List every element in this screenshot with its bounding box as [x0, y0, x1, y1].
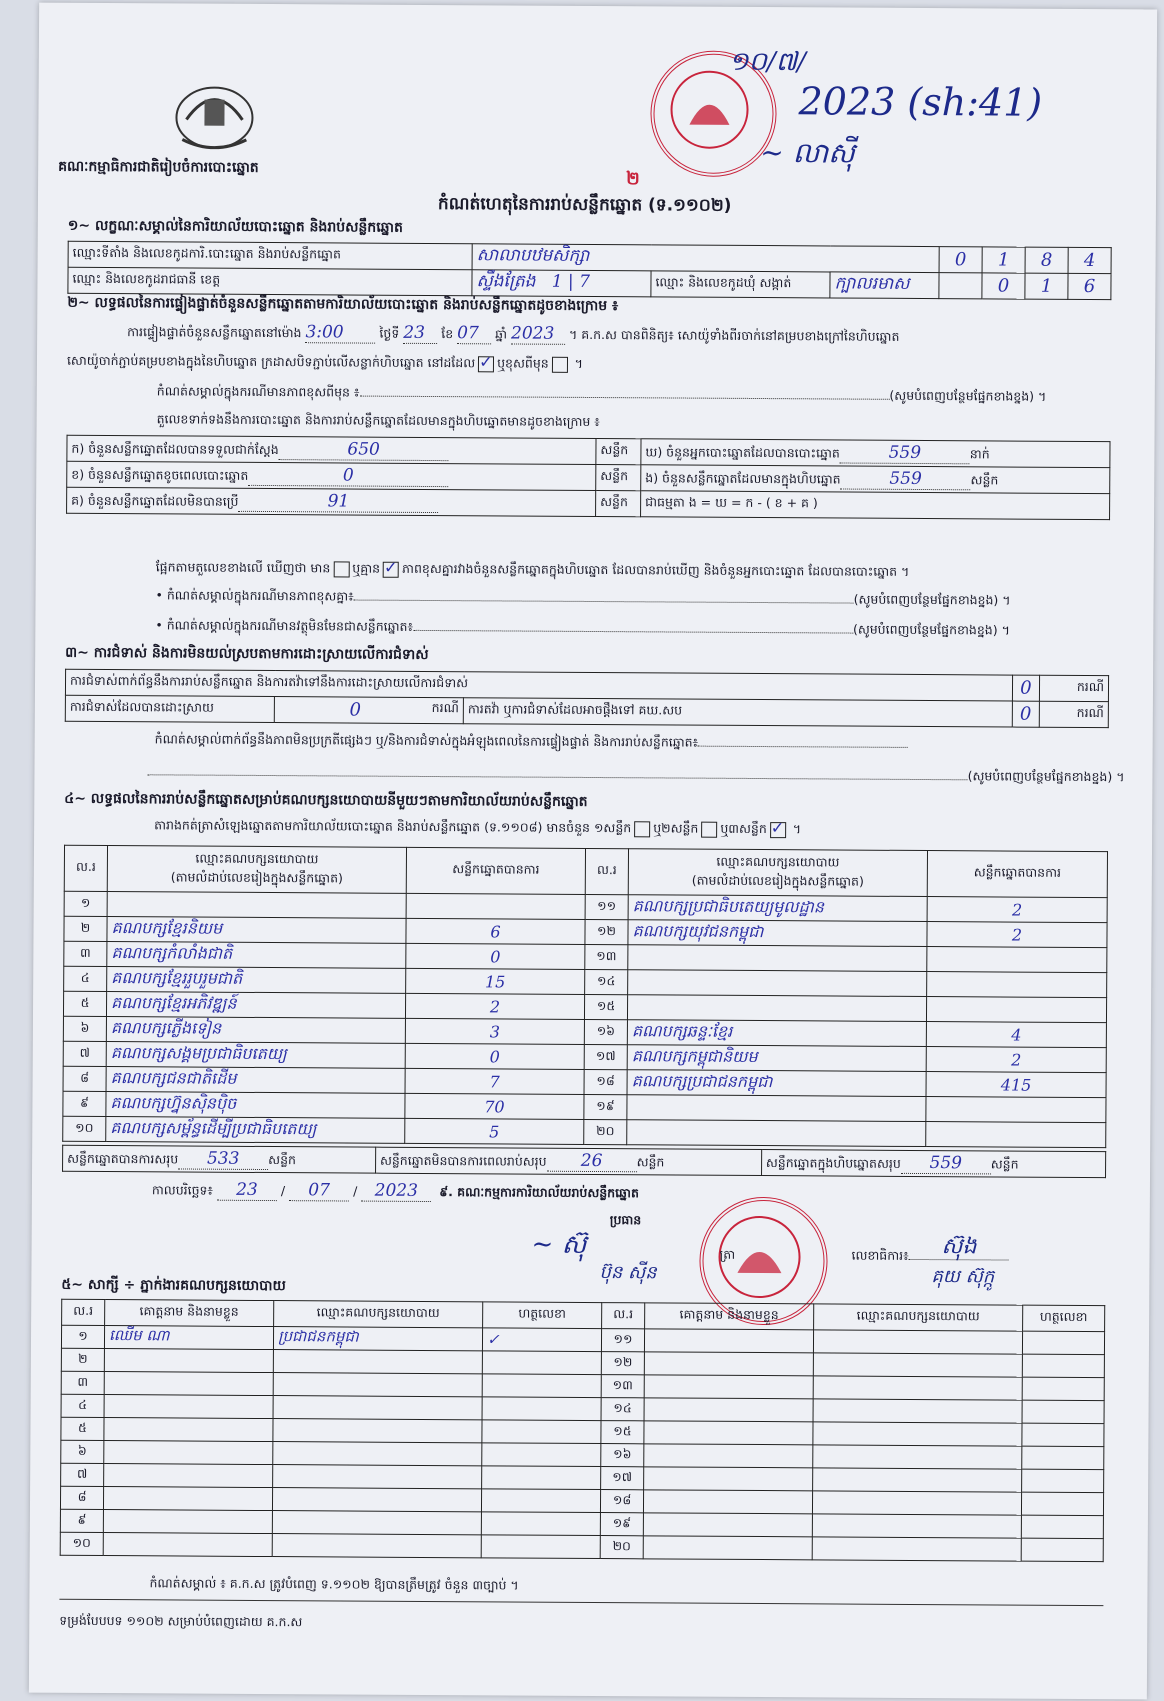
figures-intro: តួលេខទាក់ទងនឹងការបោះឆ្នោត និងការរាប់សន្លឹកឆ្នោតដែលមានក្នុងហិបឆ្នោតមានដូចខាងក្រោម ៖ — [156, 411, 600, 430]
approval-signature: ~ លាស៊ី — [760, 136, 855, 170]
location-code-digit: 0 — [939, 247, 982, 273]
party-number: ១០ — [63, 1116, 106, 1141]
org-name: គណៈកម្មាធិការជាតិរៀបចំការបោះឆ្នោត — [58, 158, 259, 176]
party-number: ២ — [64, 916, 107, 941]
commune-code-digit: 6 — [1068, 273, 1111, 299]
secretary-signature: ស៊ុង — [941, 1234, 977, 1260]
commune-code-digit: 0 — [982, 273, 1025, 299]
secretary-name: គុយ ស៊ុក្កូ — [931, 1266, 995, 1288]
handwritten-note: 2023 (sh:41) — [798, 79, 1043, 125]
witness-number: ៧ — [61, 1463, 104, 1486]
party-number: ៩ — [63, 1091, 106, 1116]
one-sheet-checkbox[interactable] — [634, 821, 650, 837]
party-number: ៤ — [64, 966, 107, 991]
witness-name: ឈើម ណា — [104, 1326, 273, 1350]
witness-number: ១៩ — [600, 1513, 643, 1536]
location-value: សាលាបឋមសិក្សា — [472, 244, 939, 273]
witness-name — [643, 1490, 812, 1514]
witness-signature — [1022, 1423, 1104, 1447]
party-number: ១៣ — [585, 944, 628, 969]
witness-name — [103, 1487, 272, 1511]
party-number: ១២ — [585, 919, 628, 944]
form-code: ទម្រង់បែបបទ ១១០២ សម្រាប់បំពេញដោយ គ.ក.ស — [59, 1612, 303, 1630]
party-name — [628, 945, 927, 972]
total-valid: សន្លឹកឆ្នោតបានការសរុប 533 សន្លឹក — [63, 1145, 376, 1173]
verify-day: 23 — [403, 323, 437, 344]
verification-line: ការផ្ទៀងផ្ទាត់ចំនួនសន្លឹកឆ្នោតនៅម៉ោង 3:00 ថ្ងៃទី 23 ខែ 07 ឆ្នាំ 2023 ។ គ.ក.ស បានពិនិត្យ៖ សោយ៉ូទាំងពីរចាក់នៅគម្របខាងក្រៅនៃហិបឆ្នោត — [127, 322, 900, 344]
party-votes: 0 — [406, 943, 585, 969]
witness-number: ២០ — [600, 1536, 643, 1559]
commune-value: ក្បាលរមាស — [830, 272, 939, 299]
party-number: ១៨ — [584, 1069, 627, 1094]
party-votes: 2 — [405, 993, 584, 1019]
witness-number: ៩ — [60, 1509, 103, 1532]
verify-month: 07 — [457, 323, 491, 344]
witness-signature — [481, 1512, 600, 1536]
party-votes: 2 — [927, 922, 1107, 948]
party-name: គណបក្សហ្វ៊ុនស៊ិនប៉ិច — [106, 1092, 405, 1119]
totals-table — [62, 1145, 1106, 1178]
party-number: ១៤ — [585, 969, 628, 994]
party-number: ១៦ — [584, 1019, 627, 1044]
nec-emblem-icon — [166, 69, 263, 156]
figure-ngo: ឃ) ចំនួនអ្នកបោះឆ្នោតដែលបានបោះឆ្នោត 559 នាក់ — [641, 439, 1110, 468]
witness-signature — [1022, 1446, 1104, 1470]
witness-party: ប្រជាជនកម្ពុជា — [273, 1327, 482, 1351]
party-votes — [926, 997, 1106, 1023]
three-sheets-checkbox[interactable] — [770, 822, 786, 838]
party-votes — [406, 893, 585, 919]
party-name — [627, 1095, 926, 1122]
witness-number: ២ — [61, 1348, 104, 1371]
province-value: ស្ទឹងត្រែង 1 | 7 — [472, 270, 651, 297]
party-name — [627, 1120, 926, 1147]
witness-number: ១៦ — [601, 1444, 644, 1467]
witness-party — [273, 1442, 482, 1466]
witness-party — [813, 1422, 1022, 1446]
witness-name — [644, 1467, 813, 1491]
formula: ជាធម្មតា ង = ឃ = ក - ( ខ + គ ) — [641, 491, 1110, 520]
red-mark: ២ — [626, 168, 640, 190]
witness-table: ល.រ គោត្តនាម និងនាមខ្លួន ឈ្មោះគណបក្សនយោបាយ ហត្ថលេខា ល.រ គោត្តនាម និងនាមខ្លួន ឈ្មោះគណបក្សនយោបាយ ហត្ថលេខា ១ ឈើម ណា ប្រជាជនកម្ពុជា ✓ ១១ ២ ១២ ៣ ១៣ ៤ ១៤ ៥ ១៥ ៦ ១៦ ៧ ១៧ ៨ ១៨ ៩ ១៩ ១០ ២០ — [60, 1299, 1106, 1562]
witness-name — [104, 1464, 273, 1488]
party-votes: 7 — [405, 1068, 584, 1094]
object-bullet: • កំណត់សម្គាល់ក្នុងករណីមានវត្ថុមិនមែនជាសន្លឹកឆ្នោត៖ (សូមបំពេញបន្ថែមផ្នែកខាងខ្នង) ។ — [155, 617, 1010, 638]
witness-number: ១៤ — [601, 1398, 644, 1421]
witness-name — [103, 1533, 272, 1557]
witness-signature — [1022, 1354, 1104, 1378]
party-number: ១៥ — [584, 994, 627, 1019]
party-votes: 15 — [406, 968, 585, 994]
witness-party — [812, 1537, 1021, 1561]
witness-number: ៦ — [61, 1440, 104, 1463]
party-votes — [927, 947, 1107, 973]
witness-signature — [482, 1351, 601, 1375]
party-votes: 2 — [927, 897, 1107, 923]
figure-kh: ខ) ចំនួនសន្លឹកឆ្នោតខូចពេលបោះឆ្នោត 0 — [67, 461, 596, 490]
seal-check-line: សោយ៉ូចាក់ភ្ជាប់គម្របខាងក្នុងនៃហិបឆ្នោត ក្រដាសបិទភ្ជាប់លើសន្លាក់ហិបឆ្នោត នៅដដែល✓ ឬខុសពីមុន ។ — [67, 353, 1127, 378]
difference-note-line: កំណត់សម្គាល់ក្នុងករណីមានភាពខុសពីមុន ៖ (សូមបំពេញបន្ថែមផ្នែកខាងខ្នង) ។ — [156, 383, 1047, 404]
party-name — [627, 995, 926, 1022]
witness-name — [643, 1536, 812, 1560]
witness-name — [104, 1441, 273, 1465]
resolved-count: 0 ករណី — [274, 697, 463, 724]
witness-number: ១១ — [601, 1329, 644, 1352]
chair-name: ប៊ុន ស៊ីន — [599, 1262, 657, 1284]
appeal-count: 0 — [1012, 701, 1039, 727]
party-number: ១ — [64, 891, 107, 916]
party-votes: 0 — [405, 1043, 584, 1069]
figures-table: ក) ចំនួនសន្លឹកឆ្នោតដែលបានទទួលជាក់ស្ដែង 650 សន្លឹក ឃ) ចំនួនអ្នកបោះឆ្នោតដែលបានបោះឆ្នោត 559 នាក់ ខ) ចំនួនសន្លឹកឆ្នោតខូចពេលបោះឆ្នោត 0 សន្លឹក ង) ចំនួនសន្លឹកឆ្នោតដែលមានក្នុងហិបឆ្នោត 559 សន្លឹក គ) ចំនួនសន្លឹកឆ្នោតដែលមិនបានប្រើ 91 សន្លឹក ជាធម្មតា ង = ឃ = ក - ( ខ + គ ) — [66, 435, 1110, 520]
witness-signature — [481, 1489, 600, 1513]
party-votes: 3 — [405, 1018, 584, 1044]
witness-party — [272, 1488, 481, 1512]
location-code-digit: 1 — [982, 247, 1025, 273]
party-number: ១១ — [585, 894, 628, 919]
witness-party — [812, 1491, 1021, 1515]
witness-party — [813, 1445, 1022, 1469]
party-name: គណបក្សខ្មែរនិយម — [107, 917, 406, 944]
party-name: គណបក្សយុវជនកម្ពុជា — [628, 920, 927, 947]
witness-party — [273, 1373, 482, 1397]
objections-table: ការជំទាស់ពាក់ព័ន្ធនឹងការរាប់សន្លឹកឆ្នោត និងការតវ៉ាទៅនឹងការដោះស្រាយលើការជំទាស់ 0 ករណី ការជំទាស់ដែលបានដោះស្រាយ 0 ករណី ការតវ៉ា ឬការជំទាស់ដែលអាចផ្ដឹងទៅ គឃ.សប 0 ករណី — [65, 669, 1109, 728]
document-page — [29, 3, 1157, 1700]
stamp-label: ត្រា — [719, 1246, 736, 1262]
witness-number: ១៨ — [600, 1490, 643, 1513]
party-number: ៧ — [63, 1041, 106, 1066]
witness-signature — [482, 1443, 601, 1467]
witness-number: ៤ — [61, 1394, 104, 1417]
figure-ng: ង) ចំនួនសន្លឹកឆ្នោតដែលមានក្នុងហិបឆ្នោត 559 សន្លឹក — [641, 465, 1110, 494]
witness-party — [813, 1330, 1022, 1354]
fill-more-note: (សូមបំពេញបន្ថែមផ្នែកខាងខ្នង) ។ — [64, 763, 1124, 788]
verify-time: 3:00 — [305, 322, 375, 343]
witness-signature — [482, 1420, 601, 1444]
witness-signature — [1021, 1538, 1103, 1562]
party-number: ៨ — [63, 1066, 106, 1091]
changed-checkbox[interactable] — [552, 356, 568, 372]
secretary-label: លេខាធិការ៖ — [851, 1248, 1008, 1268]
section2-title: ២~ លទ្ធផលនៃការផ្ទៀងផ្ទាត់ចំនួនសន្លឹកឆ្នោតតាមការិយាល័យបោះឆ្នោត និងរាប់សន្លឹកឆ្នោតដូចខាងក្រោម ៖ — [67, 294, 619, 315]
witness-party — [813, 1353, 1022, 1377]
unchanged-checkbox[interactable] — [478, 356, 494, 372]
location-code-digit: 8 — [1025, 247, 1068, 273]
party-votes — [926, 1122, 1106, 1148]
witness-signature: ✓ — [482, 1328, 601, 1352]
witness-signature — [482, 1466, 601, 1490]
party-votes: 415 — [926, 1072, 1106, 1098]
witness-party — [273, 1350, 482, 1374]
party-votes: 5 — [405, 1118, 584, 1144]
witness-party — [813, 1399, 1022, 1423]
party-votes: 2 — [926, 1047, 1106, 1073]
province-label: ឈ្មោះ និងលេខកូដរាជធានី ខេត្ត — [68, 267, 472, 295]
party-name: គណបក្សខ្មែររួបរួមជាតិ — [107, 967, 406, 994]
party-name: គណបក្សខ្មែរអភិវឌ្ឍន៍ — [106, 992, 405, 1019]
witness-number: ១ — [61, 1325, 104, 1348]
figure-g: គ) ចំនួនសន្លឹកឆ្នោតដែលមិនបានប្រើ 91 — [67, 487, 596, 516]
difference-bullet: • កំណត់សម្គាល់ក្នុងករណីមានភាពខុសគ្នា៖ (សូមបំពេញបន្ថែមផ្នែកខាងខ្នង) ។ — [155, 587, 1011, 608]
witness-signature — [1021, 1515, 1103, 1539]
party-name — [628, 970, 927, 997]
section1-table — [67, 241, 1111, 300]
section1-title: ១~ លក្ខណៈសម្គាល់នៃការិយាល័យបោះឆ្នោត និងរាប់សន្លឹកឆ្នោត — [67, 217, 403, 236]
party-votes: 4 — [926, 1022, 1106, 1048]
witness-number: ១៣ — [601, 1375, 644, 1398]
witness-signature — [481, 1535, 600, 1559]
party-name: គណបក្សសម្ព័ន្ធដើម្បីប្រជាធិបតេយ្យ — [106, 1117, 405, 1144]
form-title: កំណត់ហេតុនៃការរាប់សន្លឹកឆ្នោត (ទ.១១០២) — [437, 194, 732, 216]
party-votes — [926, 1097, 1106, 1123]
party-number: ៥ — [63, 991, 106, 1016]
tally-sheet-line: តារាងកត់ត្រាសំឡេងឆ្នោតតាមការិយាល័យបោះឆ្នោត និងរាប់សន្លឹកឆ្នោត (ទ.១១០៨) មានចំនួន ១សន្លឹក ឬ២សន្លឹក ឬ៣សន្លឹក✓ ។ — [154, 817, 1124, 842]
witness-party — [813, 1376, 1022, 1400]
witness-number: ៥ — [61, 1417, 104, 1440]
witness-signature — [482, 1374, 601, 1398]
witness-party — [273, 1465, 482, 1489]
witness-party — [272, 1534, 481, 1558]
figure-k: ក) ចំនួនសន្លឹកឆ្នោតដែលបានទទួលជាក់ស្ដែង 650 — [67, 435, 596, 464]
witness-name — [104, 1395, 273, 1419]
party-name: គណបក្សប្រជាធិបតេយ្យមូលដ្ឋាន — [628, 895, 927, 922]
party-name: គណបក្សកម្ពុជានិយម — [627, 1045, 926, 1072]
irregularity-note: កំណត់សម្គាល់ពាក់ព័ន្ធនឹងភាពមិនប្រក្រតីផ្សេងៗ ឬ/និងការជំទាស់ក្នុងអំឡុងពេលនៃការផ្ទៀងផ្ទាត់ និងការរាប់សន្លឹកឆ្នោត៖ — [155, 731, 1125, 756]
objections-count: 0 — [1012, 675, 1039, 701]
party-name: គណបក្សជនជាតិដើម — [106, 1067, 405, 1094]
count-date: កាលបរិច្ឆេទ៖ 23 / 07 / 2023 ៩. គណៈកម្មការការិយាល័យរាប់សន្លឹកឆ្នោត — [151, 1179, 639, 1201]
party-votes: 6 — [406, 918, 585, 944]
commune-code-digit: 1 — [1025, 273, 1068, 299]
witness-party — [812, 1514, 1021, 1538]
party-name: គណបក្សឆន្ទៈខ្មែរ — [627, 1020, 926, 1047]
party-name: គណបក្សសង្គមប្រជាធិបតេយ្យ — [106, 1042, 405, 1069]
witness-signature — [1022, 1377, 1104, 1401]
party-number: ៦ — [63, 1016, 106, 1041]
section5-title: ៥~ សាក្សី ÷ ភ្នាក់ងារគណបក្សនយោបាយ — [61, 1276, 286, 1295]
witness-name — [104, 1418, 273, 1442]
party-number: ១៧ — [584, 1044, 627, 1069]
total-box: សន្លឹកឆ្នោតក្នុងហិបឆ្នោតសរុប 559 សន្លឹក — [761, 1150, 1105, 1178]
witness-number: ១០ — [60, 1532, 103, 1555]
party-number: ៣ — [64, 941, 107, 966]
party-number: ២០ — [584, 1119, 627, 1144]
witness-name — [104, 1372, 273, 1396]
witness-signature — [1022, 1331, 1104, 1355]
witness-party — [272, 1511, 481, 1535]
witness-name — [644, 1398, 813, 1422]
party-name: គណបក្សភ្លើងទៀន — [106, 1017, 405, 1044]
party-votes — [927, 972, 1107, 998]
section3-title: ៣~ ការជំទាស់ និងការមិនយល់ស្របតាមការដោះស្រាយលើការជំទាស់ — [65, 644, 429, 663]
witness-name — [644, 1352, 813, 1376]
section4-title: ៤~ លទ្ធផលនៃការរាប់សន្លឹកឆ្នោតសម្រាប់គណបក្សនយោបាយនីមួយៗតាមការិយាល័យរាប់សន្លឹកឆ្នោត — [64, 790, 588, 810]
total-invalid: សន្លឹកឆ្នោតមិនបានការពេលរាប់សរុប 26 សន្លឹក — [375, 1147, 761, 1175]
witness-number: ១៥ — [601, 1421, 644, 1444]
witness-number: ៨ — [60, 1486, 103, 1509]
witness-name — [644, 1444, 813, 1468]
witness-party — [813, 1468, 1022, 1492]
party-results-table: ល.រ ឈ្មោះគណបក្សនយោបាយ (តាមលំដាប់លេខរៀងក្នុងសន្លឹកឆ្នោត) សន្លឹកឆ្នោតបានការ ល.រ ឈ្មោះគណបក្សនយោបាយ (តាមលំដាប់លេខរៀងក្នុងសន្លឹកឆ្នោត) សន្លឹកឆ្នោតបានការ ១ ១១ គណបក្សប្រជាធិបតេយ្យមូលដ្ឋាន 2 ២ គណបក្សខ្មែរនិយម 6 ១២ គណបក្សយុវជនកម្ពុជា 2 ៣ គណបក្សកំលាំងជាតិ 0 ១៣ ៤ គណបក្សខ្មែររួបរួមជាតិ 15 ១៤ ៥ គណបក្សខ្មែរអភិវឌ្ឍន៍ 2 ១៥ ៦ គណបក្សភ្លើងទៀន 3 ១៦ គណបក្សឆន្ទៈខ្មែរ 4 ៧ គណបក្សសង្គមប្រជាធិបតេយ្យ 0 ១៧ គណបក្សកម្ពុជានិយម 2 ៨ គណបក្សជនជាតិដើម 7 ១៨ គណបក្សប្រជាជនកម្ពុជា 415 ៩ គណបក្សហ្វ៊ុនស៊ិនប៉ិច 70 ១៩ ១០ គណបក្សសម្ព័ន្ធដើម្បីប្រជាធិបតេយ្យ 5 ២០ — [62, 845, 1108, 1148]
witness-name — [644, 1375, 813, 1399]
witness-signature — [1022, 1469, 1104, 1493]
location-code-digit: 4 — [1068, 247, 1111, 273]
witness-number: ១២ — [601, 1352, 644, 1375]
witness-number: ១៧ — [601, 1467, 644, 1490]
table-row — [63, 1116, 1106, 1147]
has-difference-checkbox[interactable] — [333, 561, 349, 577]
verify-year: 2023 — [511, 323, 565, 344]
witness-signature — [1021, 1492, 1103, 1516]
witness-name — [103, 1510, 272, 1534]
witness-party — [273, 1419, 482, 1443]
party-votes: 70 — [405, 1093, 584, 1119]
location-label: ឈ្មោះទីតាំង និងលេខកូដការិ.បោះឆ្នោត និងរាប់សន្លឹកឆ្នោត — [68, 241, 472, 269]
footer-note: កំណត់សម្គាល់ ៖ គ.ក.ស ត្រូវបំពេញ ទ.១១០២ ឱ្យបានត្រឹមត្រូវ ចំនួន ៣ច្បាប់ ។ — [149, 1575, 519, 1593]
footer-divider — [59, 1599, 1103, 1606]
witness-signature — [482, 1397, 601, 1421]
witness-signature — [1022, 1400, 1104, 1424]
stamp-date: ១០/៧/ — [728, 46, 806, 78]
party-name: គណបក្សប្រជាជនកម្ពុជា — [627, 1070, 926, 1097]
witness-number: ៣ — [61, 1371, 104, 1394]
party-number: ១៩ — [584, 1094, 627, 1119]
chair-signature: ~ ស៊ុ — [531, 1229, 587, 1260]
witness-party — [273, 1396, 482, 1420]
two-sheets-checkbox[interactable] — [701, 821, 717, 837]
witness-name — [643, 1513, 812, 1537]
party-name — [107, 892, 406, 919]
witness-name — [644, 1329, 813, 1353]
witness-name — [644, 1421, 813, 1445]
commune-label: ឈ្មោះ និងលេខកូដឃុំ សង្កាត់ — [651, 271, 830, 298]
compare-line: ផ្អែកតាមតួលេខខាងលើ ឃើញថា មាន ឬគ្មាន✓ ភាពខុសគ្នារវាងចំនួនសន្លឹកឆ្នោតក្នុងហិបឆ្នោត ដែលបានរាប់ឃើញ និងចំនួនអ្នកបោះឆ្នោត ដែលបានបោះឆ្នោត ។ — [156, 559, 1126, 584]
party-name: គណបក្សកំលាំងជាតិ — [107, 942, 406, 969]
witness-name — [104, 1349, 273, 1373]
no-difference-checkbox[interactable] — [383, 561, 399, 577]
chair-label: ប្រធាន — [609, 1212, 642, 1228]
